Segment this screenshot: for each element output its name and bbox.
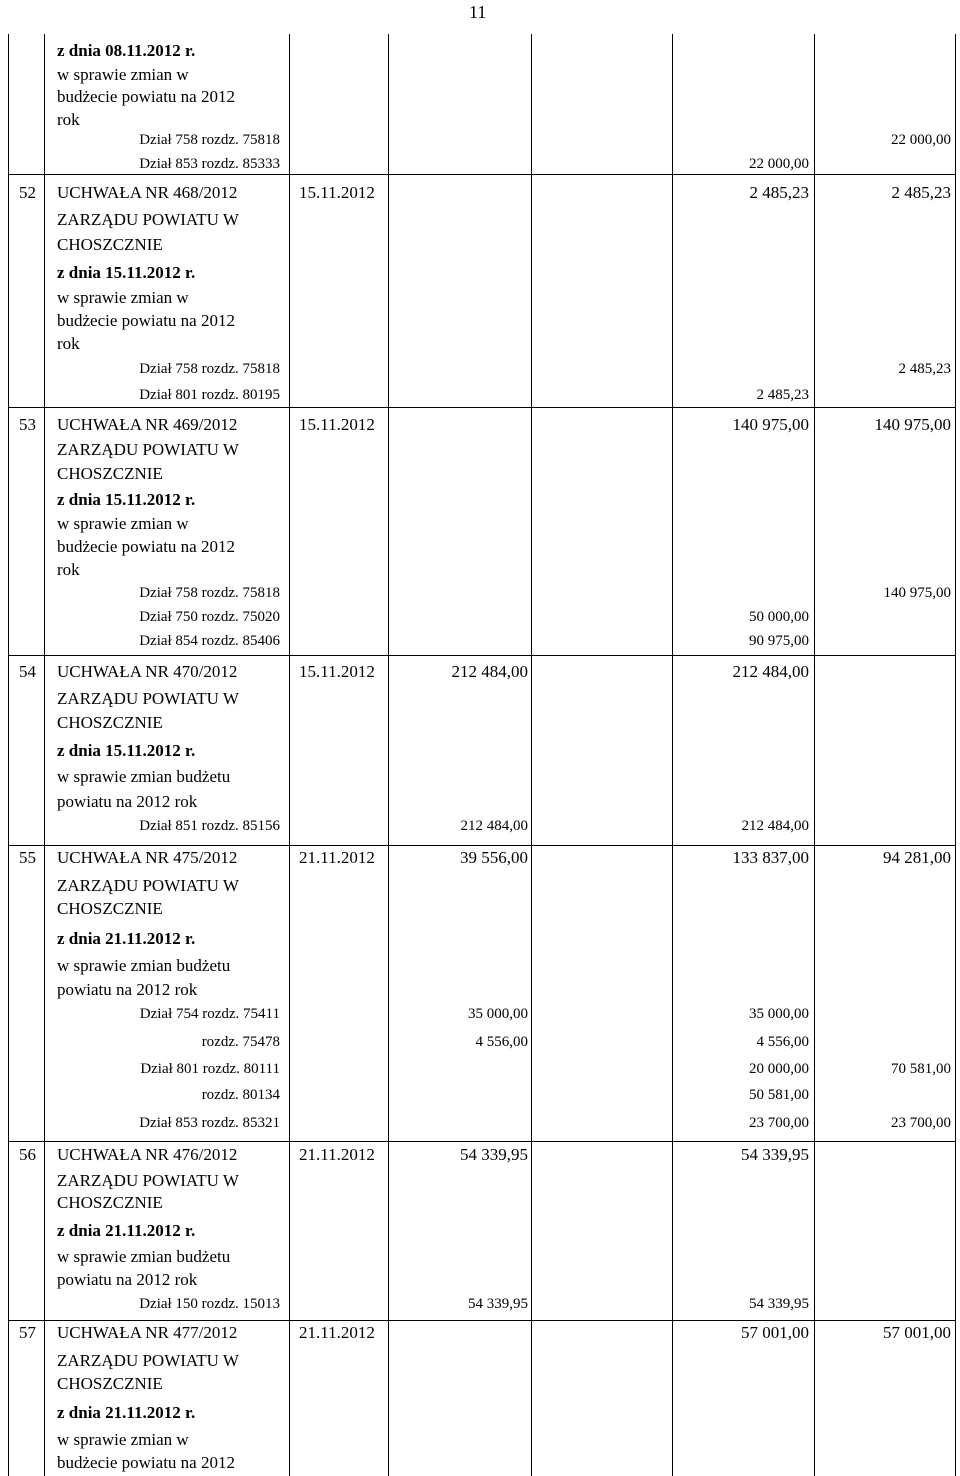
amount-col6: 2 485,23 [891, 183, 951, 202]
amount-col6: 57 001,00 [883, 1323, 951, 1342]
entry-date: 15.11.2012 [299, 183, 375, 202]
resolution-subject: rok [57, 110, 80, 129]
amount-col6: 94 281,00 [883, 848, 951, 867]
resolution-date: z dnia 15.11.2012 r. [57, 490, 196, 509]
amount-col5: 212 484,00 [741, 818, 809, 834]
resolution-subject: w sprawie zmian budżetu [57, 1247, 231, 1266]
row-separator [8, 407, 956, 408]
entry-date: 21.11.2012 [299, 1323, 375, 1342]
amount-col6: 2 485,23 [898, 361, 951, 377]
budget-section-label: Dział 758 rozdz. 75818 [139, 132, 280, 148]
budget-section-label: Dział 854 rozdz. 85406 [139, 633, 280, 649]
column-divider [814, 34, 815, 1476]
budget-section-label: Dział 750 rozdz. 75020 [139, 609, 280, 625]
budget-section-label: Dział 853 rozdz. 85333 [139, 156, 280, 172]
resolution-subject: powiatu na 2012 rok [57, 1270, 198, 1289]
resolution-title: UCHWAŁA NR 470/2012 [57, 662, 238, 681]
resolution-authority: CHOSZCZNIE [57, 1374, 163, 1393]
resolution-date: z dnia 15.11.2012 r. [57, 741, 196, 760]
amount-col5: 54 339,95 [749, 1296, 809, 1312]
resolution-authority: CHOSZCZNIE [57, 235, 163, 254]
amount-col5: 22 000,00 [749, 156, 809, 172]
amount-col6: 22 000,00 [891, 132, 951, 148]
budget-section-label: Dział 758 rozdz. 75818 [139, 361, 280, 377]
amount-col5: 50 581,00 [749, 1087, 809, 1103]
resolution-subject: powiatu na 2012 rok [57, 980, 198, 999]
amount-col5: 35 000,00 [749, 1006, 809, 1022]
entry-date: 15.11.2012 [299, 415, 375, 434]
resolution-subject: w sprawie zmian w [57, 1430, 189, 1449]
amount-col6: 140 975,00 [874, 415, 951, 434]
budget-section-label: Dział 758 rozdz. 75818 [139, 585, 280, 601]
entry-number: 55 [19, 848, 36, 867]
resolution-title: UCHWAŁA NR 477/2012 [57, 1323, 238, 1342]
resolution-subject: w sprawie zmian w [57, 288, 189, 307]
resolution-subject: powiatu na 2012 rok [57, 792, 198, 811]
amount-col4: 54 339,95 [460, 1145, 528, 1164]
resolution-subject: rok [57, 334, 80, 353]
resolution-title: UCHWAŁA NR 476/2012 [57, 1145, 238, 1164]
amount-col6: 70 581,00 [891, 1061, 951, 1077]
resolution-subject: w sprawie zmian w [57, 514, 189, 533]
amount-col5: 2 485,23 [756, 387, 809, 403]
entry-number: 53 [19, 415, 36, 434]
row-separator [8, 1320, 956, 1321]
resolution-authority: ZARZĄDU POWIATU W [57, 689, 239, 708]
resolution-date: z dnia 15.11.2012 r. [57, 263, 196, 282]
budget-section-label: Dział 801 rozdz. 80195 [139, 387, 280, 403]
column-divider [531, 34, 532, 1476]
resolution-subject: w sprawie zmian w [57, 65, 189, 84]
resolution-title: UCHWAŁA NR 468/2012 [57, 183, 238, 202]
column-divider [44, 34, 45, 1476]
amount-col5: 23 700,00 [749, 1115, 809, 1131]
resolution-date: z dnia 08.11.2012 r. [57, 41, 196, 60]
resolution-authority: ZARZĄDU POWIATU W [57, 876, 239, 895]
resolution-authority: CHOSZCZNIE [57, 899, 163, 918]
amount-col4: 212 484,00 [451, 662, 528, 681]
resolution-subject: w sprawie zmian budżetu [57, 767, 231, 786]
resolution-subject: budżecie powiatu na 2012 [57, 87, 235, 106]
resolution-authority: ZARZĄDU POWIATU W [57, 1171, 239, 1190]
resolution-authority: CHOSZCZNIE [57, 1193, 163, 1212]
budget-section-label: Dział 150 rozdz. 15013 [139, 1296, 280, 1312]
resolution-subject: budżecie powiatu na 2012 [57, 1453, 235, 1472]
entry-number: 56 [19, 1145, 36, 1164]
amount-col5: 50 000,00 [749, 609, 809, 625]
resolution-authority: ZARZĄDU POWIATU W [57, 1351, 239, 1370]
column-divider [672, 34, 673, 1476]
resolution-authority: CHOSZCZNIE [57, 464, 163, 483]
budget-section-label: rozdz. 75478 [201, 1034, 280, 1050]
resolution-date: z dnia 21.11.2012 r. [57, 1221, 196, 1240]
budget-section-label: rozdz. 80134 [201, 1087, 280, 1103]
amount-col4: 212 484,00 [460, 818, 528, 834]
amount-col5: 133 837,00 [732, 848, 809, 867]
row-separator [8, 174, 956, 175]
table-border-left [8, 34, 9, 1476]
budget-section-label: Dział 853 rozdz. 85321 [139, 1115, 280, 1131]
page-number: 11 [469, 2, 487, 22]
amount-col5: 2 485,23 [749, 183, 809, 202]
entry-date: 15.11.2012 [299, 662, 375, 681]
entry-date: 21.11.2012 [299, 848, 375, 867]
resolution-subject: rok [57, 560, 80, 579]
budget-section-label: Dział 851 rozdz. 85156 [139, 818, 280, 834]
entry-number: 57 [19, 1323, 36, 1342]
column-divider [289, 34, 290, 1476]
amount-col4: 4 556,00 [475, 1034, 528, 1050]
row-separator [8, 655, 956, 656]
column-divider [388, 34, 389, 1476]
resolution-subject: budżecie powiatu na 2012 [57, 537, 235, 556]
resolution-authority: CHOSZCZNIE [57, 713, 163, 732]
resolution-title: UCHWAŁA NR 475/2012 [57, 848, 238, 867]
resolution-date: z dnia 21.11.2012 r. [57, 1403, 196, 1422]
resolution-subject: w sprawie zmian budżetu [57, 956, 231, 975]
amount-col5: 54 339,95 [741, 1145, 809, 1164]
amount-col4: 35 000,00 [468, 1006, 528, 1022]
resolution-date: z dnia 21.11.2012 r. [57, 929, 196, 948]
amount-col5: 90 975,00 [749, 633, 809, 649]
amount-col5: 57 001,00 [741, 1323, 809, 1342]
resolution-authority: ZARZĄDU POWIATU W [57, 440, 239, 459]
amount-col5: 212 484,00 [732, 662, 809, 681]
budget-section-label: Dział 754 rozdz. 75411 [139, 1006, 280, 1022]
resolution-authority: ZARZĄDU POWIATU W [57, 210, 239, 229]
entry-number: 54 [19, 662, 36, 681]
entry-number: 52 [19, 183, 36, 202]
amount-col4: 54 339,95 [468, 1296, 528, 1312]
amount-col5: 4 556,00 [756, 1034, 809, 1050]
amount-col6: 140 975,00 [883, 585, 951, 601]
resolution-title: UCHWAŁA NR 469/2012 [57, 415, 238, 434]
amount-col5: 20 000,00 [749, 1061, 809, 1077]
resolution-subject: budżecie powiatu na 2012 [57, 311, 235, 330]
budget-section-label: Dział 801 rozdz. 80111 [140, 1061, 280, 1077]
table-border-right [955, 34, 956, 1476]
row-separator [8, 845, 956, 846]
amount-col5: 140 975,00 [732, 415, 809, 434]
row-separator [8, 1141, 956, 1142]
amount-col4: 39 556,00 [460, 848, 528, 867]
amount-col6: 23 700,00 [891, 1115, 951, 1131]
entry-date: 21.11.2012 [299, 1145, 375, 1164]
